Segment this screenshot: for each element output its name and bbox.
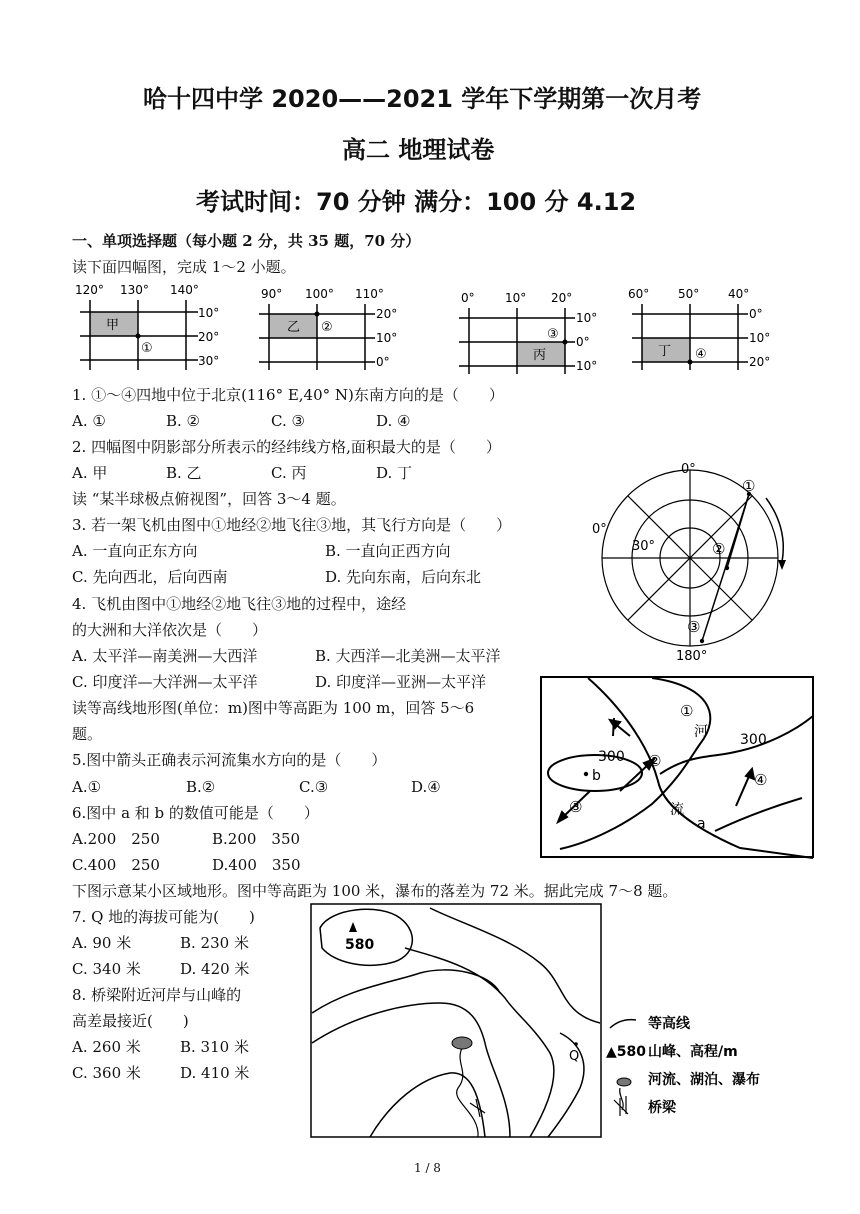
point-label: ③: [547, 327, 559, 342]
page-number: 1 / 8: [414, 1161, 441, 1175]
question-3-stem: 3. 若一架飞机由图中①地经②地飞往③地，其飞行方向是（ ）: [72, 516, 512, 534]
point-label: ④: [695, 347, 707, 362]
grid-top-label: 120°: [75, 283, 104, 297]
terrain-legend: [606, 1006, 806, 1122]
shade-label: 乙: [287, 320, 301, 335]
section-title: 一、单项选择题（每小题 2 分，共 35 题，70 分）: [72, 232, 421, 250]
polar-point-2: ②: [712, 540, 726, 558]
question-2-option-c[interactable]: C. 丙: [271, 464, 307, 482]
question-4-option-c[interactable]: C. 印度洋—大洋洲—太平洋: [72, 673, 258, 691]
grid-side-label: 20°: [198, 330, 220, 344]
polar-label-bottom: 180°: [676, 649, 708, 664]
question-1-option-d[interactable]: D. ④: [376, 412, 411, 430]
grid-map-bing: [455, 288, 615, 380]
question-7-option-d[interactable]: D. 420 米: [180, 960, 250, 978]
contour-map: [540, 676, 815, 860]
intro-7-8: 下图示意某小区域地形。图中等高距为 100 米，瀑布的落差为 72 米。据此完成 7～8 题。: [72, 882, 678, 900]
grid-top-label: 100°: [305, 287, 334, 301]
question-5-option-a[interactable]: A.①: [72, 778, 102, 796]
polar-label-left: 0°: [592, 522, 607, 537]
polar-point-1: ①: [742, 477, 756, 495]
peak-elevation: 580: [345, 937, 375, 953]
grid-top-label: 90°: [261, 287, 283, 301]
contour-point-a: a: [697, 816, 706, 832]
question-6-option-d[interactable]: D.400 350: [212, 856, 301, 874]
grid-top-label: 0°: [461, 291, 475, 305]
question-5-option-d[interactable]: D.④: [411, 778, 441, 796]
bridge-legend-icon: [614, 1096, 628, 1116]
question-3-option-b[interactable]: B. 一直向正西方向: [325, 542, 451, 560]
arrow-label-1: ①: [680, 702, 694, 720]
question-1-option-b[interactable]: B. ②: [166, 412, 201, 430]
shade-label: 丙: [533, 348, 547, 363]
legend-peak-symbol: ▲580: [606, 1044, 646, 1060]
grid-side-label: 0°: [576, 335, 590, 349]
exam-subtitle: 高二 地理试卷: [342, 136, 495, 164]
contour-label-300-left: 300: [598, 749, 625, 765]
grid-side-label: 0°: [376, 355, 390, 369]
grid-map-ding: [628, 284, 788, 376]
grid-side-label: 10°: [749, 331, 771, 345]
intro-5-6-cont: 题。: [72, 725, 103, 743]
contour-point-b: b: [592, 768, 601, 784]
question-4-stem: 4. 飞机由图中①地经②地飞往③地的过程中，途经: [72, 595, 407, 613]
question-5-option-b[interactable]: B.②: [186, 778, 216, 796]
grid-side-label: 10°: [576, 311, 598, 325]
question-4-option-b[interactable]: B. 大西洋—北美洲—太平洋: [315, 647, 501, 665]
question-7-option-a[interactable]: A. 90 米: [72, 934, 132, 952]
question-7-option-b[interactable]: B. 230 米: [180, 934, 249, 952]
question-4-option-a[interactable]: A. 太平洋—南美洲—大西洋: [72, 647, 258, 665]
grid-side-label: 10°: [198, 306, 220, 320]
point-label: ①: [141, 341, 153, 356]
question-8-option-b[interactable]: B. 310 米: [180, 1038, 249, 1056]
question-3-option-a[interactable]: A. 一直向正东方向: [72, 542, 198, 560]
legend-water: 河流、湖泊、瀑布: [648, 1072, 760, 1088]
exam-info: 考试时间：70 分钟 满分：100 分 4.12: [196, 188, 637, 216]
legend-bridge: 桥梁: [648, 1100, 676, 1116]
contour-label-300-right: 300: [740, 732, 767, 748]
grid-top-label: 20°: [551, 291, 573, 305]
contour-legend-icon: [610, 1020, 636, 1028]
question-6-option-b[interactable]: B.200 350: [212, 830, 301, 848]
question-6-option-a[interactable]: A.200 250: [72, 830, 160, 848]
grid-side-label: 0°: [749, 307, 763, 321]
question-6-stem: 6.图中 a 和 b 的数值可能是（ ）: [72, 804, 319, 822]
question-6-option-c[interactable]: C.400 250: [72, 856, 160, 874]
question-8-option-d[interactable]: D. 410 米: [180, 1064, 250, 1082]
grid-map-jia: [70, 280, 240, 372]
grid-top-label: 50°: [678, 287, 700, 301]
question-1-option-c[interactable]: C. ③: [271, 412, 305, 430]
question-2-option-b[interactable]: B. 乙: [166, 464, 202, 482]
terrain-map: [310, 903, 602, 1139]
arrow-label-2: ②: [648, 752, 662, 770]
lake-waterfall: [452, 1037, 472, 1049]
question-2-option-a[interactable]: A. 甲: [72, 464, 108, 482]
question-7-option-c[interactable]: C. 340 米: [72, 960, 141, 978]
question-4-stem-cont: 的大洲和大洋依次是（ ）: [72, 621, 268, 639]
grid-side-label: 20°: [376, 307, 398, 321]
polar-label-lat: 30°: [632, 539, 656, 554]
arrow-label-3: ③: [569, 798, 583, 816]
intro-1-2: 读下面四幅图，完成 1～2 小题。: [72, 258, 296, 276]
question-5-option-c[interactable]: C.③: [299, 778, 329, 796]
question-8-option-a[interactable]: A. 260 米: [72, 1038, 141, 1056]
question-1-stem: 1. ①～④四地中位于北京(116° E,40° N)东南方向的是（ ）: [72, 386, 504, 404]
legend-contour: 等高线: [648, 1016, 690, 1032]
exam-title: 哈十四中学 2020——2021 学年下学期第一次月考: [143, 85, 702, 113]
polar-point-3: ③: [687, 618, 701, 636]
question-2-stem: 2. 四幅图中阴影部分所表示的经纬线方格,面积最大的是（ ）: [72, 438, 501, 456]
grid-top-label: 140°: [170, 283, 199, 297]
q-point-label: Q: [569, 1049, 580, 1064]
grid-side-label: 20°: [749, 355, 771, 369]
grid-top-label: 110°: [355, 287, 384, 301]
polar-view-map: [590, 458, 800, 668]
question-4-option-d[interactable]: D. 印度洋—亚洲—太平洋: [315, 673, 487, 691]
legend-peak: 山峰、高程/m: [648, 1044, 738, 1060]
grid-side-label: 10°: [376, 331, 398, 345]
question-3-option-d[interactable]: D. 先向东南，后向东北: [325, 568, 482, 586]
river-label: 河: [694, 724, 708, 740]
grid-side-label: 30°: [198, 354, 220, 368]
question-7-stem: 7. Q 地的海拔可能为( ): [72, 908, 255, 926]
grid-map-yi: [255, 284, 425, 376]
shade-label: 丁: [658, 344, 672, 359]
question-2-option-d[interactable]: D. 丁: [376, 464, 413, 482]
grid-top-label: 60°: [628, 287, 650, 301]
question-3-option-c[interactable]: C. 先向西北，后向西南: [72, 568, 228, 586]
question-8-option-c[interactable]: C. 360 米: [72, 1064, 141, 1082]
question-8-stem-cont: 高差最接近( ): [72, 1012, 189, 1030]
grid-top-label: 130°: [120, 283, 149, 297]
question-8-stem: 8. 桥梁附近河岸与山峰的: [72, 986, 242, 1004]
point-label: ②: [321, 320, 333, 335]
intro-3-4: 读 “某半球极点俯视图”，回答 3～4 题。: [72, 490, 346, 508]
question-1-option-a[interactable]: A. ①: [72, 412, 106, 430]
shade-label: 甲: [106, 318, 120, 333]
river-label: 流: [670, 802, 684, 818]
intro-5-6: 读等高线地形图(单位：m)图中等高距为 100 m，回答 5～6: [72, 699, 475, 717]
arrow-label-4: ④: [754, 771, 768, 789]
question-5-stem: 5.图中箭头正确表示河流集水方向的是（ ）: [72, 751, 387, 769]
grid-side-label: 10°: [576, 359, 598, 373]
grid-top-label: 40°: [728, 287, 750, 301]
grid-top-label: 10°: [505, 291, 527, 305]
polar-label-top: 0°: [681, 462, 696, 477]
